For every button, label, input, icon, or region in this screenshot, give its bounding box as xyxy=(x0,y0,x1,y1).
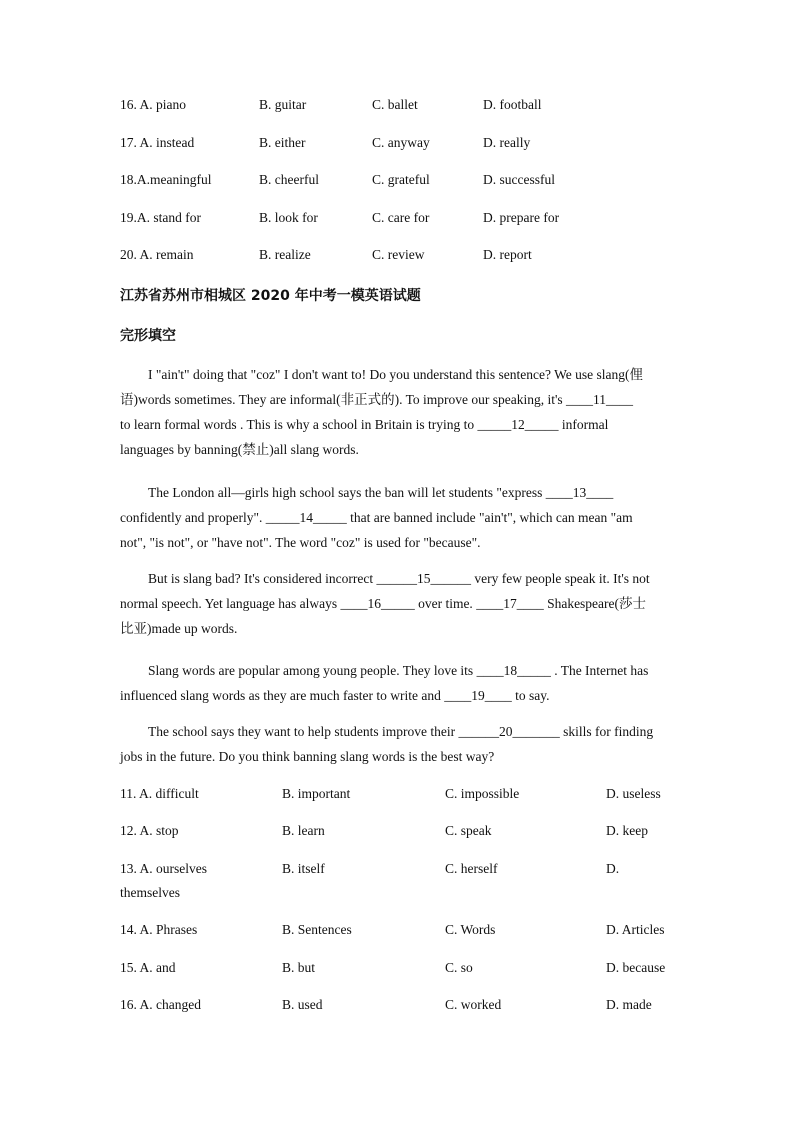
passage-paragraph-5 xyxy=(120,719,665,769)
option-d: D. Articles xyxy=(606,922,665,937)
passage-text: very few people speak it. It's not xyxy=(471,571,650,586)
option-a: 12. A. stop xyxy=(120,823,179,838)
passage-text: that are banned include "ain't", which can mean "am xyxy=(346,510,633,525)
option-row xyxy=(0,786,794,808)
passage-line xyxy=(120,387,665,412)
option-b: B. look for xyxy=(259,210,318,225)
passage-line: I "ain't" doing that "coz" I don't want to! Do you understand this sentence? We use slang(俚 xyxy=(148,367,643,382)
passage-line: jobs in the future. Do you think banning slang words is the best way? xyxy=(120,749,495,764)
passage-paragraph-2 xyxy=(120,480,665,555)
passage-text: But is slang bad? It's considered incorrect xyxy=(148,571,377,586)
option-d: D. prepare for xyxy=(483,210,560,225)
passage-text: influenced slang words as they are much faster to write and xyxy=(120,688,445,703)
option-b: B. but xyxy=(282,960,316,975)
option-d: D. because xyxy=(606,960,666,975)
option-a: 16. A. changed xyxy=(120,997,201,1012)
option-b: B. realize xyxy=(259,247,311,262)
passage-line xyxy=(120,683,665,708)
passage-line: 比亚)made up words. xyxy=(120,621,238,636)
option-b: B. cheerful xyxy=(259,172,319,187)
option-row xyxy=(0,135,794,157)
option-a: 17. A. instead xyxy=(120,135,195,150)
option-a: 18.A.meaningful xyxy=(120,172,212,187)
option-b: B. either xyxy=(259,135,306,150)
option-b: B. itself xyxy=(282,861,325,876)
option-a: 20. A. remain xyxy=(120,247,194,262)
option-a: 19.A. stand for xyxy=(120,210,201,225)
passage-paragraph-1 xyxy=(120,362,665,462)
option-d: D. keep xyxy=(606,823,648,838)
option-row xyxy=(0,247,794,269)
passage-text: to say. xyxy=(511,688,550,703)
option-c: C. herself xyxy=(445,861,498,876)
option-d: D. successful xyxy=(483,172,555,187)
blank-16: ____16_____ xyxy=(340,596,415,611)
option-c: C. grateful xyxy=(372,172,430,187)
option-row xyxy=(0,172,794,194)
passage-text: The school says they want to help students improve their xyxy=(148,724,459,739)
passage-text: 语)words sometimes. They are informal(非正式的). To improve our speaking, it's xyxy=(120,392,567,407)
blank-14: _____14_____ xyxy=(265,510,347,525)
option-c: C. Words xyxy=(445,922,496,937)
option-row xyxy=(0,861,794,883)
option-d: D. useless xyxy=(606,786,661,801)
passage-text: confidently and properly". xyxy=(120,510,266,525)
blank-13: ____13____ xyxy=(545,485,614,500)
blank-12: _____12_____ xyxy=(477,417,559,432)
passage-line: not", "is not", or "have not". The word "coz" is used for "because". xyxy=(120,535,481,550)
passage-text: Shakespeare(莎士 xyxy=(543,596,647,611)
option-row xyxy=(0,922,794,944)
option-b: B. important xyxy=(282,786,351,801)
passage-text: . The Internet has xyxy=(550,663,649,678)
passage-text: Slang words are popular among young people. They love its xyxy=(148,663,477,678)
blank-11: ____11____ xyxy=(566,392,634,407)
blank-19: ____19____ xyxy=(444,688,512,703)
passage-text: to learn formal words . This is why a school in Britain is trying to xyxy=(120,417,478,432)
passage-paragraph-3 xyxy=(120,566,665,641)
option-a: 16. A. piano xyxy=(120,97,186,112)
passage-text: over time. xyxy=(414,596,477,611)
option-a: 11. A. difficult xyxy=(120,786,199,801)
passage-text: skills for finding xyxy=(559,724,654,739)
passage-paragraph-4 xyxy=(120,658,665,708)
option-b: B. Sentences xyxy=(282,922,352,937)
blank-17: ____17____ xyxy=(476,596,544,611)
option-c: C. worked xyxy=(445,997,502,1012)
option-a: 14. A. Phrases xyxy=(120,922,198,937)
option-row-wrap xyxy=(0,885,794,907)
option-a: 15. A. and xyxy=(120,960,176,975)
option-c: C. speak xyxy=(445,823,492,838)
option-d: D. made xyxy=(606,997,652,1012)
passage-line xyxy=(120,658,665,683)
passage-line xyxy=(120,480,665,505)
blank-18: ____18_____ xyxy=(476,663,551,678)
option-c: C. review xyxy=(372,247,425,262)
option-row xyxy=(0,97,794,119)
option-c: C. impossible xyxy=(445,786,520,801)
option-b: B. used xyxy=(282,997,323,1012)
section-title: 完形填空 xyxy=(120,328,176,344)
option-b: B. learn xyxy=(282,823,325,838)
passage-line xyxy=(120,719,665,744)
option-row xyxy=(0,960,794,982)
option-d: D. report xyxy=(483,247,532,262)
option-row xyxy=(0,823,794,845)
passage-line xyxy=(120,591,665,616)
option-c: C. ballet xyxy=(372,97,418,112)
option-c: C. so xyxy=(445,960,473,975)
option-b: B. guitar xyxy=(259,97,307,112)
passage-text: The London all—girls high school says the ban will let students "express xyxy=(148,485,546,500)
option-d: D. xyxy=(606,861,620,876)
blank-15: ______15______ xyxy=(376,571,471,586)
option-d-wrapped-text: themselves xyxy=(120,885,180,900)
passage-line xyxy=(120,505,665,530)
option-row xyxy=(0,210,794,232)
passage-text: normal speech. Yet language has always xyxy=(120,596,341,611)
option-a: 13. A. ourselves xyxy=(120,861,207,876)
exam-title: 江苏省苏州市相城区 2020 年中考一模英语试题 xyxy=(120,288,421,304)
passage-line xyxy=(120,412,665,437)
passage-line xyxy=(120,566,665,591)
passage-line: languages by banning(禁止)all slang words. xyxy=(120,442,359,457)
passage-text: informal xyxy=(558,417,609,432)
option-row xyxy=(0,997,794,1019)
blank-20: ______20_______ xyxy=(458,724,560,739)
option-c: C. anyway xyxy=(372,135,430,150)
option-d: D. really xyxy=(483,135,531,150)
option-d: D. football xyxy=(483,97,542,112)
option-c: C. care for xyxy=(372,210,430,225)
